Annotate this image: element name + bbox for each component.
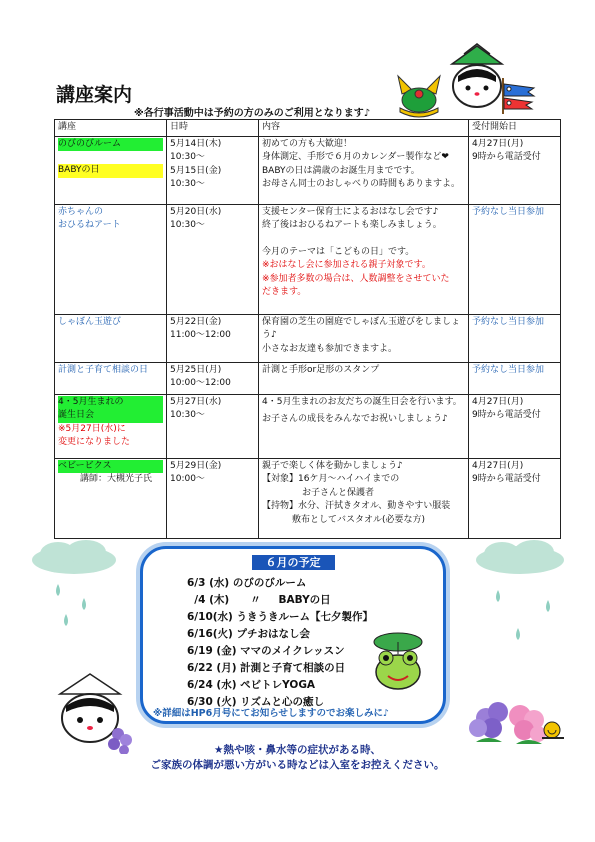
course-name: しゃぼん玉遊び xyxy=(55,314,167,362)
course-name: 赤ちゃんの おひるねアート xyxy=(55,204,167,314)
course-date: 5月22日(金) 11:00～12:00 xyxy=(167,314,259,362)
kabuto-helmet-icon xyxy=(394,72,444,118)
samurai-cat-icon xyxy=(446,42,508,112)
raincloud-icon xyxy=(468,540,568,650)
health-notice-line2: ご家族の体調が悪い方がいる時などは入室をお控えください。 xyxy=(150,759,445,771)
course-content: 4・5月生まれのお友だちの誕生日会を行います。 お子さんの成長をみんなでお祝いしましょう♪ xyxy=(259,394,469,458)
snail-icon xyxy=(538,718,568,742)
course-date: 5月29日(金) 10:00～ xyxy=(167,458,259,538)
table-row xyxy=(55,204,561,314)
table-row xyxy=(55,394,561,458)
course-date: 5月27日(水) 10:30～ xyxy=(167,394,259,458)
list-item: 6/3 (水) のびのびルーム xyxy=(187,577,307,589)
course-content: 親子で楽しく体を動かしましょう♪ 【対象】16ケ月～ハイハイまでの お子さんと保護者 【持物】水分、汗拭きタオル、動きやすい服装 敷布としてバスタオル(必要な方) xyxy=(259,458,469,538)
course-date: 5月14日(木) 10:30～ 5月15日(金) 10:30～ xyxy=(167,136,259,204)
june-footnote: ※詳細はHP6月号にてお知らせしますのでお楽しみに♪ xyxy=(153,708,390,719)
course-accept: 予約なし当日参加 xyxy=(469,204,561,314)
table-row xyxy=(55,136,561,204)
header-course: 講座 xyxy=(55,120,167,137)
course-accept: 4月27日(月) 9時から電話受付 xyxy=(469,394,561,458)
course-accept: 4月27日(月) 9時から電話受付 xyxy=(469,136,561,204)
list-item: 6/16(火) プチおはなし会 xyxy=(187,628,311,640)
course-accept: 4月27日(月) 9時から電話受付 xyxy=(469,458,561,538)
course-name: 計測と子育て相談の日 xyxy=(55,362,167,394)
course-content: 計測と手形or足形のスタンプ xyxy=(259,362,469,394)
header-datetime: 日時 xyxy=(167,120,259,137)
health-notice-line1: ★熱や咳・鼻水等の症状がある時、 xyxy=(214,744,381,756)
table-row xyxy=(55,362,561,394)
header-accept: 受付開始日 xyxy=(469,120,561,137)
course-name: ベビービクス 講師：大槻光子氏 xyxy=(55,458,167,538)
list-item: 6/24 (水) ペビトレYOGA xyxy=(187,679,316,691)
course-content: 支援センター保育士によるおはなし会です♪ 終了後はおひるねアートも楽しみましょう。 今月のテーマは「こどもの日」です。 ※おはなし会に参加される親子対象です。 ※参加者多数の場合は、人数調整をさせていた だきます。 xyxy=(259,204,469,314)
table-header-row xyxy=(55,120,561,137)
koinobori-icon xyxy=(500,78,540,114)
list-item: 6/10(水) うきうきルーム【七夕製作】 xyxy=(187,611,374,623)
header-content: 内容 xyxy=(259,120,469,137)
page-title: 講座案内 xyxy=(56,84,133,106)
course-content: 初めての方も大歓迎！ 身体測定、手形で６月のカレンダー製作など❤ BABYの日は満歳のお誕生月までです。 お母さん同士のおしゃべりの時間もありますよ。 xyxy=(259,136,469,204)
raincloud-icon xyxy=(28,540,120,630)
table-row xyxy=(55,314,561,362)
course-accept: 予約なし当日参加 xyxy=(469,362,561,394)
course-name: 4・5月生まれの 誕生日会 ※5月27日(水)に 変更になりました xyxy=(55,394,167,458)
table-row xyxy=(55,458,561,538)
course-accept: 予約なし当日参加 xyxy=(469,314,561,362)
reservation-note: ※各行事活動中は予約の方のみのご利用となります♪ xyxy=(134,108,371,119)
list-item: 6/22 (月) 計測と子育て相談の日 xyxy=(187,662,346,674)
course-name: のびのびルーム BABYの日 xyxy=(55,136,167,204)
course-date: 5月20日(水) 10:30～ xyxy=(167,204,259,314)
june-schedule-title: ６月の予定 xyxy=(143,551,443,570)
samurai-cat-icon xyxy=(52,664,136,754)
june-schedule-list xyxy=(187,575,373,711)
list-item: 6/30 (火) リズムと心の癒し xyxy=(187,696,324,708)
course-date: 5月25日(月) 10:00～12:00 xyxy=(167,362,259,394)
list-item: 6/19 (金) ママのメイクレッスン xyxy=(187,645,345,657)
course-table xyxy=(54,119,561,539)
frog-icon xyxy=(368,632,430,692)
list-item: /4 (木) 〃 BABYの日 xyxy=(187,594,331,606)
course-content: 保育園の芝生の園庭でしゃぼん玉遊びをしましょう♪ 小さなお友達も参加できますよ。 xyxy=(259,314,469,362)
